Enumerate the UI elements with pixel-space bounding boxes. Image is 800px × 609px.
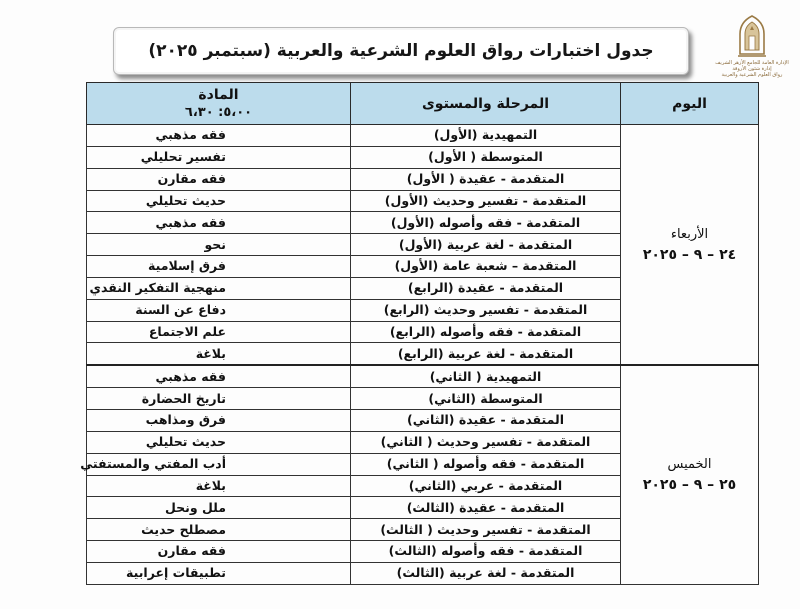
level-cell: المتوسطة (الثاني) bbox=[351, 388, 621, 410]
subject-cell: فقه مذهبي bbox=[87, 212, 351, 234]
level-cell: المتقدمة - تفسير وحديث (الرابع) bbox=[351, 299, 621, 321]
subject-cell: حديث تحليلي bbox=[87, 190, 351, 212]
subject-cell: فرق ومذاهب bbox=[87, 409, 351, 431]
subject-cell: دفاع عن السنة bbox=[87, 299, 351, 321]
level-cell: المتقدمة - لغة عربية (الأول) bbox=[351, 234, 621, 256]
logo-line-3: رواق العلوم الشرعية والعربية bbox=[721, 72, 783, 78]
table-row bbox=[87, 125, 759, 147]
table-header-row bbox=[87, 83, 759, 125]
page-title: جدول اختبارات رواق العلوم الشرعية والعربية (سبتمبر ٢٠٢٥) bbox=[148, 41, 654, 61]
subject-cell: نحو bbox=[87, 234, 351, 256]
level-cell: المتقدمة - فقه وأصوله (الرابع) bbox=[351, 321, 621, 343]
subject-cell: تطبيقات إعرابية bbox=[87, 562, 351, 584]
level-cell: المتقدمة - لغة عربية (الثالث) bbox=[351, 562, 621, 584]
level-cell: المتقدمة - تفسير وحديث ( الثاني) bbox=[351, 431, 621, 453]
header-subject bbox=[87, 83, 351, 125]
header-level: المرحلة والمستوى bbox=[351, 83, 621, 125]
header-subject-label: المادة bbox=[198, 86, 239, 103]
institution-logo bbox=[705, 14, 799, 88]
level-cell: المتقدمة - تفسير وحديث (الأول) bbox=[351, 190, 621, 212]
logo-line-2: إدارة شئون الأروقة bbox=[732, 66, 772, 72]
level-cell: المتقدمة - لغة عربية (الرابع) bbox=[351, 343, 621, 365]
level-cell: المتقدمة - تفسير وحديث ( الثالث) bbox=[351, 519, 621, 541]
level-cell: المتقدمة - عقيدة (الثالث) bbox=[351, 497, 621, 519]
day-name: الأربعاء bbox=[670, 226, 709, 242]
level-cell: المتقدمة – شعبة عامة (الأول) bbox=[351, 256, 621, 278]
header-day: اليوم bbox=[621, 83, 759, 125]
day-cell-thursday bbox=[621, 365, 759, 584]
level-cell: المتقدمة - فقه وأصوله (الأول) bbox=[351, 212, 621, 234]
subject-cell: تفسير تحليلي bbox=[87, 146, 351, 168]
level-cell: المتقدمة - عقيدة (الرابع) bbox=[351, 277, 621, 299]
subject-cell: علم الاجتماع bbox=[87, 321, 351, 343]
day-date: ٢٤ – ٩ – ٢٠٢٥ bbox=[642, 246, 737, 263]
subject-cell: ملل ونحل bbox=[87, 497, 351, 519]
day-cell-wednesday bbox=[621, 125, 759, 366]
level-cell: المتقدمة - فقه وأصوله (الثالث) bbox=[351, 541, 621, 563]
subject-cell: فقه مقارن bbox=[87, 541, 351, 563]
subject-cell: بلاغة bbox=[87, 475, 351, 497]
subject-cell: فقه مذهبي bbox=[87, 365, 351, 387]
table-row bbox=[87, 365, 759, 387]
title-box bbox=[113, 27, 689, 75]
level-cell: المتقدمة - فقه وأصوله ( الثاني) bbox=[351, 453, 621, 475]
subject-cell: فقه مذهبي bbox=[87, 125, 351, 147]
subject-cell: فقه مقارن bbox=[87, 168, 351, 190]
azhar-emblem-icon bbox=[732, 14, 772, 60]
subject-cell: بلاغة bbox=[87, 343, 351, 365]
exam-schedule-table bbox=[80, 82, 759, 585]
level-cell: المتوسطة ( الأول) bbox=[351, 146, 621, 168]
subject-cell: منهجية التفكير النقدي bbox=[87, 277, 351, 299]
subject-cell: مصطلح حديث bbox=[87, 519, 351, 541]
day-date: ٢٥ – ٩ – ٢٠٢٥ bbox=[642, 477, 737, 493]
subject-cell: حديث تحليلي bbox=[87, 431, 351, 453]
subject-cell: فرق إسلامية bbox=[87, 256, 351, 278]
level-cell: التمهيدية (الأول) bbox=[351, 125, 621, 147]
level-cell: التمهيدية ( الثاني) bbox=[351, 365, 621, 387]
level-cell: المتقدمة - عقيدة (الثاني) bbox=[351, 409, 621, 431]
header-subject-time: ٥،٠٠: ٦،٣٠ bbox=[184, 104, 253, 120]
level-cell: المتقدمة - عقيدة ( الأول) bbox=[351, 168, 621, 190]
day-name: الخميس bbox=[667, 457, 712, 472]
subject-cell: أدب المفتي والمستفتي bbox=[87, 453, 351, 475]
subject-cell: تاريخ الحضارة bbox=[87, 388, 351, 410]
level-cell: المتقدمة - عربي (الثاني) bbox=[351, 475, 621, 497]
logo-line-1: الإدارة العامة للجامع الأزهر الشريف bbox=[715, 60, 789, 66]
